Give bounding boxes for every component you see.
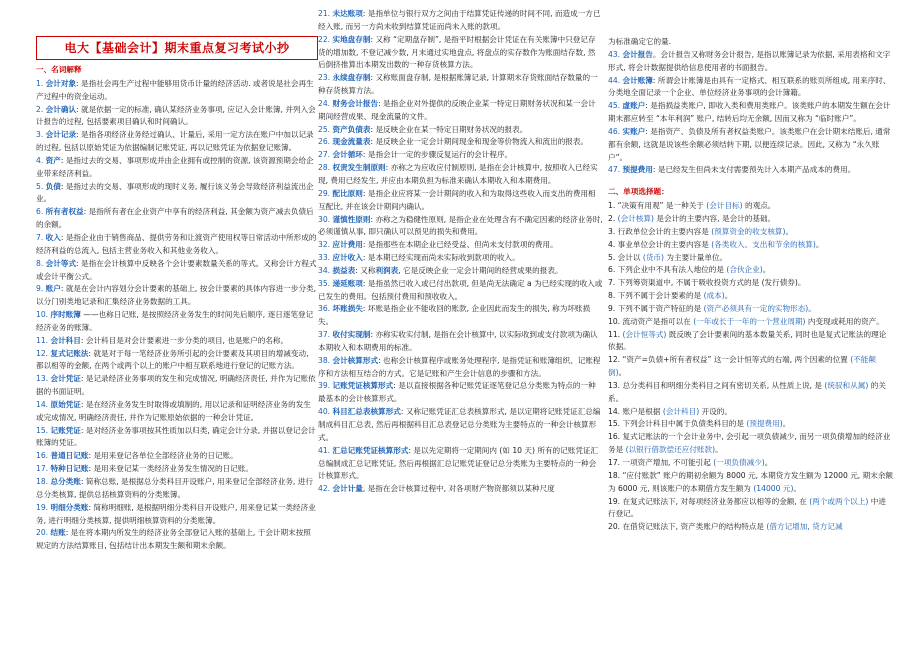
term-label: 应计收入 (332, 253, 363, 263)
definition-entry (318, 380, 603, 406)
choice-question (608, 329, 893, 355)
definition-entry (36, 232, 318, 258)
term-label: 坏账损失 (332, 304, 363, 314)
choice-question (608, 431, 893, 457)
column-3 (608, 36, 893, 644)
question-text-end: 。 (815, 239, 824, 249)
definition-text: : 是指那些在本期企业已经受益、但尚未支付款项的费用。 (362, 240, 558, 250)
answer-highlight: (预算资金的收支核算) (711, 226, 786, 236)
definition-text: : 是对经济业务事项按其性质加以归类, 确定会计分录, 并据以登记会计账簿的凭证。 (36, 425, 316, 448)
definition-text: : 是指单位与银行双方之间由于结算凭证传递的时间不同, 而造成一方已经入账, 而另一方尚未收到结算凭证而尚未入账的款项。 (318, 9, 601, 31)
term-label: 实账户 (622, 126, 646, 136)
entry-number: 26. (318, 137, 333, 147)
entry-number: 39. (318, 381, 333, 391)
definition-entry (608, 75, 893, 101)
definition-entry (36, 335, 318, 348)
term-highlight: 利润表 (375, 265, 399, 275)
choice-question (608, 200, 893, 213)
question-text-end: 既反映了会计要素间的基本数量关系, 同时也是复式记账法的理论依据。 (608, 329, 887, 352)
definition-text: : 是本期已经实现而尚未实际收到款项的收入。 (362, 253, 520, 263)
definition-text: : 是指在会计核算中反映各个会计要素数量关系的等式。又称会计方程式或会计平衡公式。 (36, 258, 317, 281)
definition-entry (318, 188, 603, 214)
question-text-end: 。 (724, 291, 733, 301)
term-label: 所有者权益 (45, 207, 84, 217)
term-label: 财务会计报告 (332, 98, 379, 108)
entry-number: 2. (36, 104, 46, 114)
question-text: 13. 总分类科目和明细分类科目之间有密切关系, 从性质上说, 是 (608, 380, 825, 390)
term-label: 资产负债表 (332, 124, 371, 134)
choice-question (608, 457, 893, 470)
entry-number: 7. (36, 232, 46, 242)
definition-text: : 是反映企业一定会计期间现金和现金等价物流入和流出的报表。 (370, 137, 589, 147)
answer-highlight: (会计科目) (662, 406, 700, 416)
answer-highlight: (两个或两个以上) (809, 496, 869, 506)
answer-highlight: (合伙企业) (726, 265, 763, 275)
term-label: 科目汇总表核算形式 (332, 407, 401, 417)
definition-text: : 是指资产、负债及所有者权益类账户。该类账户在会计期末结账后, 通常都有余额, 这就是说该些余额必须结转下期, 以便连续记录。因此, 又称为 “永久账户”。 (608, 126, 891, 162)
definition-entry (36, 450, 318, 463)
question-text-end: 。 (808, 303, 816, 313)
question-text-end: 为主要计量单位。 (663, 252, 728, 262)
entry-number: 8. (36, 258, 46, 268)
choice-question (608, 213, 893, 226)
definition-entry (318, 8, 603, 34)
definition-text: : 是指所有者在企业资产中享有的经济利益, 其金额为资产减去负债后的余额。 (36, 207, 314, 230)
question-text: 8. 下列不属于会计要素的是 (608, 291, 704, 301)
definition-text: : 是以直接根据各种记账凭证逐笔登记总分类账为特点的一种最基本的会计核算形式。 (318, 381, 596, 404)
term-label: 普通日记账 (50, 451, 89, 461)
question-text: 17. 一项资产增加, 不可能引起 (608, 458, 714, 467)
question-text-end: 的关系。 (608, 380, 886, 403)
answer-highlight: (资产必须具有一定的实物形态) (703, 303, 809, 313)
choice-question (608, 496, 893, 522)
definition-text: : 就是在会计内容划分会计要素的基础上, 按会计要素的具体内容进一步分类, 以分门别类地记录和汇集经济业务数据的工具。 (36, 284, 317, 307)
definition-text: : 是用来登记某一类经济业务发生情况的日记账。 (88, 464, 253, 474)
entry-number: 10. (36, 310, 51, 320)
term-label: 汇总记账凭证核算形式 (332, 445, 409, 455)
term-label: 资产 (45, 155, 61, 165)
question-text: 12. “资产=负债+所有者权益” 这一会计恒等式的右端, 两个因素的位置 (608, 355, 851, 365)
answer-highlight: (不能颠倒) (608, 355, 876, 378)
definition-entry (318, 329, 603, 355)
answer-highlight: (借方记增加, 贷方记减 (766, 522, 843, 532)
definition-text: : 是用来登记各单位全部经济业务的日记账。 (88, 451, 238, 461)
answer-highlight: (会计恒等式) (622, 329, 667, 339)
definition-text: : 是在经济业务发生时取得或填制的, 用以记录和证明经济业务的发生或完成情况, 明确经济责任, 并作为记账原始依据的一种会计凭证。 (36, 399, 311, 422)
question-text: 18. “应付账款” 账户的期初余额为 8000 元, 本期贷方发生额为 12000 元, 期末余额为 6000 元, 则该账户的本期借方发生额为 (608, 470, 893, 493)
definition-entry (36, 155, 318, 181)
entry-number: 13. (36, 374, 51, 384)
question-text: 19. 在复式记账法下, 对每项经济业务都应以相等的金额, 在 (608, 496, 810, 506)
definition-text: : 是指过去的交易、事项形成并由企业拥有或控制的资源, 该资源预期会给企业带来经济利益。 (36, 155, 314, 178)
term-label: 明细分类账 (50, 502, 89, 512)
definition-text: : 是指社会再生产过程中能够用货币计量的经济活动. 或者说是社会再生产过程中的资金运动。 (36, 78, 314, 101)
term-label: 未达账项 (332, 9, 363, 18)
definition-text: : 亦称之为应收应付制原则, 是指在会计核算中, 按照收入已经实现, 费用已经发生, 并应由本期负担为标准来确认本期收入和本期费用。 (318, 163, 598, 185)
term-label: 特种日记账 (50, 464, 89, 474)
definition-text: , 它是反映企业一定会计期间的经营成果的报表。 (398, 265, 563, 275)
choice-question (608, 406, 893, 419)
definition-entry (36, 399, 318, 425)
definition-text: : 所谓会计账簿是由具有一定格式、相互联系的账页所组成, 用来序时、分类地全面记录一个企业、单位经济业务事项的会计簿籍。 (608, 75, 891, 98)
definition-list-1 (36, 78, 318, 553)
question-text: 10. 流动资产是指可以在 (608, 316, 694, 326)
section-heading-choice: 二、单项选择题： (608, 187, 669, 197)
term-label: 递延账项 (332, 278, 363, 288)
entry-number: 22. (318, 34, 333, 44)
question-text-end: 。 (793, 483, 801, 493)
definition-entry (36, 463, 318, 476)
question-text: 5. 会计以 (608, 252, 643, 262)
choice-question (608, 470, 893, 496)
entry-number: 38. (318, 355, 333, 365)
question-text: 1. “决策有用观” 是一种关于 (608, 201, 707, 211)
entry-number: 5. (36, 181, 46, 191)
question-text-end: 。 (618, 368, 627, 378)
definition-text: : 就是依据一定的标准, 确认某经济业务事项, 应记入会计账簿, 并列入会计报告的过程, 包括要素项目确认和时间确认。 (36, 104, 316, 127)
question-text: 3. 行政单位会计的主要内容是 (608, 226, 712, 236)
choice-question (608, 239, 893, 252)
definition-list-3 (608, 49, 893, 177)
term-label: 配比原则 (332, 188, 363, 198)
definition-text: : 坏账是指企业不能收回的账款, 企业因此而发生的损失, 称为坏账损失。 (318, 304, 591, 327)
answer-highlight: (会计核算) (617, 213, 654, 223)
question-text: 7. 下列筹资渠道中, 不属于吸收投资方式的是 (发行债券)。 (608, 278, 806, 288)
entry-number: 4. (36, 155, 46, 165)
term-label: 序时账簿 (50, 310, 81, 320)
entry-number: 37. (318, 330, 333, 340)
entry-number: 41. (318, 445, 333, 455)
definition-text: : 简称明细账, 是根据明细分类科目开设账户, 用来登记某一类经济业务, 进行明细分类核算, 提供明细核算资料的分类账簿。 (36, 502, 316, 525)
entry-number: 15. (36, 425, 51, 435)
definition-entry (36, 258, 318, 284)
entry-number: 17. (36, 464, 51, 474)
term-label: 应计费用 (332, 240, 363, 250)
term-label: 会计科目 (50, 335, 81, 345)
term-label: 负债 (45, 181, 61, 191)
definition-entry (36, 502, 318, 528)
definition-text: : 是指企业应将某一会计期间的收入和为取得这些收入而支出的费用相互配比, 并在该会计期间内确认。 (318, 188, 596, 211)
definition-entry (318, 162, 603, 188)
entry-number: 40. (318, 407, 333, 417)
definition-entry (318, 124, 603, 137)
definition-entry (318, 445, 603, 484)
entry-number: 24. (318, 98, 333, 108)
continued-text: 为标准确定它的量. (608, 37, 672, 46)
definition-entry (318, 98, 603, 124)
definition-text: : 亦称实收实付制, 是指在会计核算中, 以实际收到或支付款项为确认本期收入和本期费用的标准。 (318, 330, 598, 352)
question-text: 2. (608, 213, 618, 223)
answer-highlight: (14000 元) (753, 483, 794, 493)
entry-number: 47. (608, 165, 623, 175)
definition-text: : 是指企业由于销售商品、提供劳务和让渡资产使用权等日常活动中所形成的经济利益的总流入, 包括主营业务收入和其他业务收入。 (36, 232, 317, 255)
answer-highlight: (会计目标) (706, 201, 743, 211)
definition-entry (36, 527, 318, 553)
term-label: 会计凭证 (50, 374, 81, 384)
question-text-end: 的观点。 (742, 201, 776, 211)
choice-question (608, 418, 893, 431)
definition-entry (36, 373, 318, 399)
question-text-end: 。 (762, 265, 771, 275)
definition-text: : 是指虽然已收入或已付出款项, 但是尚无法确定 a 为已经实现的收入或已发生的费用。包括预付费用和预收收入。 (318, 278, 603, 301)
definition-text: : 又称 “定期盘存制”, 是指平时根据会计凭证在有关账簿中只登记存货的增加数, 不登记减少数, 月末通过实地盘点, 将盘点的实存数作为账面结存数, 然后倒挤推算出本期发出数的一种存货核算方法。 (318, 34, 596, 70)
question-text: 16. 复式记账法的一个会计业务中, 会引起一项负债减少, 而另一项负债增加的经济业务是 (608, 432, 891, 455)
definition-text: : 是指企业对外提供的反映企业某一特定日期财务状况和某一会计期间经营成果、现金流量的文件。 (318, 98, 596, 121)
definition-entry (36, 129, 318, 155)
definition-text: : 就是对于每一笔经济业务所引起的会计要素及其项目的增减变动, 都以相等的金额, 在两个或两个以上的账户中相互联系地进行登记的记账方法。 (36, 348, 309, 371)
definition-entry (318, 483, 603, 496)
definition-entry (608, 164, 893, 177)
entry-number: 30. (318, 214, 333, 224)
entry-number: 16. (36, 451, 51, 461)
entry-number: 18. (36, 477, 51, 486)
definition-entry (318, 214, 603, 240)
entry-number: 34. (318, 265, 333, 275)
choice-question (608, 354, 893, 380)
answer-highlight: (一项负债减少) (713, 458, 765, 467)
entry-number: 43. (608, 49, 623, 59)
entry-number: 33. (318, 253, 333, 263)
question-text: 14. 账户是根据 (608, 406, 663, 416)
choice-question (608, 380, 893, 406)
definition-text: : 也称会计核算程序或账务处理程序, 是指凭证和账簿组织、记账程序和方法相互结合的方式。它是记账和产生会计信息的步骤和方法。 (318, 355, 601, 378)
definition-entry (608, 100, 893, 126)
definition-text: 。会计报告又称财务会计报告, 是指以账簿记录为依据, 采用表格和文字形式, 将会计数据提供给信息使用者的书面报告。 (608, 49, 891, 72)
term-label: 谨慎性原则 (332, 214, 371, 224)
question-text-end: 。 (715, 445, 723, 455)
choice-question (608, 290, 893, 303)
section-heading-definitions: 一、名词解释 (36, 65, 82, 74)
definition-text: ——也称日记账, 是按照经济业务发生的时间先后顺序, 逐日逐笔登记经济业务的账簿。 (36, 310, 314, 332)
definition-entry (318, 34, 603, 73)
definition-text: : 是记录经济业务事项的发生和完成情况, 明确经济责任, 并作为记账依据的书面证明。 (36, 374, 316, 397)
definition-text: : 是指过去的交易、事项形成的现时义务, 履行该义务会导致经济利益流出企业。 (36, 181, 314, 204)
definition-text: : 是指会计一定的步骤反复运行的会计程序。 (362, 150, 513, 160)
definition-entry (36, 348, 318, 374)
term-label: 原始凭证 (50, 399, 81, 409)
term-label: 现金流量表 (332, 137, 371, 147)
question-text: 9. 下列不属于资产特征的是 (608, 303, 704, 313)
definition-text: : 会计科目是对会计要素进一步分类的项目, 也是账户的名称。 (80, 335, 289, 345)
definition-entry (318, 265, 603, 278)
term-label: 损益表 (332, 265, 356, 275)
entry-number: 45. (608, 101, 623, 111)
question-text-end: 内变现或耗用的资产。 (805, 316, 884, 326)
choice-question (608, 316, 893, 329)
column-1 (36, 36, 318, 644)
document-title: 电大【基础会计】期末重点复习考试小抄 (36, 36, 318, 60)
term-label: 永续盘存制 (332, 73, 371, 83)
definition-entry (36, 309, 318, 335)
definition-entry (36, 476, 318, 502)
term-label: 会计等式 (45, 258, 77, 268)
entry-number: 42. (318, 484, 333, 494)
entry-number: 14. (36, 399, 51, 409)
definition-entry (318, 278, 603, 304)
choice-question (608, 226, 893, 239)
answer-highlight: (各类收入、支出和节余的核算) (711, 239, 816, 249)
definition-text: : 又称账面盘存制, 是根据账簿记录, 计算期末存货账面结存数量的一种存货核算方法。 (318, 73, 598, 96)
choice-question (608, 264, 893, 277)
definition-entry (36, 206, 318, 232)
definition-list-2 (318, 8, 603, 496)
term-label: 结账 (50, 528, 66, 538)
entry-number: 32. (318, 240, 333, 250)
answer-highlight: (成本) (703, 291, 725, 301)
term-label: 会计对象 (45, 78, 77, 88)
definition-entry (318, 239, 603, 252)
definition-text: , 是指在会计核算过程中, 对各项财产物资都须以某种尺度 (362, 484, 555, 494)
section-spacer (608, 177, 893, 185)
choice-question-list (608, 200, 893, 534)
entry-number: 21. (318, 9, 333, 18)
term-label: 会计账簿 (622, 75, 653, 85)
definition-entry (36, 283, 318, 309)
entry-number: 44. (608, 75, 623, 85)
definition-text: : 简称总账, 是根据总分类科目开设账户, 用来登记全部经济业务, 进行总分类核算, 提供总括核算资料的分类账簿。 (36, 477, 313, 499)
question-text: 4. 事业单位会计的主要内容是 (608, 239, 712, 249)
entry-number: 19. (36, 502, 51, 512)
definition-text: : 是在将本期内所发生的经济业务全部登记入账的基础上, 于会计期末按照规定的方法结算账目, 包括结计出本期发生额和期末余额。 (36, 528, 311, 551)
choice-question (608, 277, 893, 290)
entry-number: 23. (318, 73, 333, 83)
definition-text: : 又称 (355, 265, 376, 275)
entry-number: 27. (318, 150, 333, 160)
term-label: 会计循环 (332, 150, 363, 160)
entry-number: 6. (36, 207, 46, 217)
entry-number: 29. (318, 188, 333, 198)
definition-entry (318, 303, 603, 329)
answer-highlight: (一年或长于一年的一个营业周期) (693, 316, 806, 326)
entry-number: 35. (318, 278, 333, 288)
definition-entry (318, 406, 603, 445)
entry-number: 11. (36, 335, 51, 345)
term-label: 会计计量 (332, 484, 363, 494)
question-text-end: 中进行登记。 (608, 496, 886, 519)
term-label: 记账凭证 (50, 425, 81, 435)
term-label: 会计报告 (622, 49, 653, 59)
term-label: 收付实现制 (332, 330, 371, 340)
entry-number: 46. (608, 126, 623, 136)
definition-entry (36, 78, 318, 104)
definition-entry (318, 149, 603, 162)
choice-question (608, 521, 893, 534)
term-label: 实地盘存制 (332, 34, 371, 44)
definition-text: : 是指损益类账户, 即收入类和费用类账户。该类账户的本期发生额在会计期末都应转至 “本年利润” 账户, 结转后均无余额, 因而又称为 “临时账户”。 (608, 101, 891, 124)
term-label: 记账凭证核算形式 (332, 381, 394, 391)
term-label: 复式记账法 (50, 348, 89, 358)
question-text-end: 开设的。 (699, 406, 732, 416)
term-label: 权责发生制原则 (332, 163, 386, 173)
entry-number: 36. (318, 304, 333, 314)
entry-number: 25. (318, 124, 333, 134)
term-label: 总分类账 (50, 477, 81, 486)
term-label: 会计核算形式 (332, 355, 379, 365)
term-label: 虚账户 (622, 101, 646, 111)
column-2 (318, 8, 603, 644)
entry-number: 9. (36, 284, 46, 294)
definition-entry (608, 126, 893, 165)
definition-text: : 亦称之为稳健性原则, 是指企业在处理含有不确定因素的经济业务时, 必须谨慎从事, 即只确认可以预见的损失和费用。 (318, 214, 603, 237)
definition-text: : 是指各项经济业务经过确认、计量后, 采用一定方法在账户中加以记录的过程, 包括以原始凭证为依据编制记账凭证, 再以记账凭证为依据登记账簿。 (36, 130, 314, 153)
question-text-end: 。 (782, 419, 791, 429)
definition-entry (36, 425, 318, 451)
answer-highlight: (预提费用) (746, 419, 783, 429)
term-label: 收入 (45, 232, 61, 242)
term-label: 账户 (45, 284, 61, 294)
question-text: 20. 在借贷记账法下, 资产类账户的结构特点是 (608, 522, 767, 532)
answer-highlight: (货币) (642, 252, 664, 262)
term-label: 会计确认 (45, 104, 77, 114)
definition-text: : 是以先定期将一定期间内 (如 10 天) 所有的记账凭证汇总编制成汇总记账凭证, 然后再根据汇总记账凭证登记总分类账为主要特点的一种会计核算形式。 (318, 445, 599, 481)
entry-number: 20. (36, 528, 51, 538)
question-text: 15. 下列会计科目中属于负债类科目的是 (608, 419, 747, 429)
entry-number: 1. (36, 78, 46, 88)
definition-entry (318, 136, 603, 149)
entry-number: 3. (36, 130, 46, 140)
definition-entry (318, 252, 603, 265)
definition-text: : 又称记账凭证汇总表核算形式, 是以定期将记账凭证汇总编制成科目汇总表, 然后再根据科目汇总表登记总分类账为主要特点的一种会计核算形式。 (318, 407, 601, 442)
definition-entry (608, 49, 893, 75)
entry-number: 28. (318, 163, 333, 173)
question-text: 6. 下列企业中不具有法人地位的是 (608, 265, 727, 275)
term-label: 预提费用 (622, 165, 653, 175)
question-text-end: 。 (764, 458, 773, 467)
definition-text: : 是反映企业在某一特定日期财务状况的报表。 (370, 124, 528, 134)
answer-highlight: (以银行借款偿还应付账款) (625, 445, 716, 455)
choice-question (608, 252, 893, 265)
question-text-end: 。 (785, 226, 794, 236)
definition-entry (36, 181, 318, 207)
definition-entry (36, 104, 318, 130)
entry-number: 12. (36, 348, 51, 358)
question-text: 11. (608, 329, 623, 339)
definition-text: : 是已经发生但尚未支付需要预先计入本期产品成本的费用。 (652, 165, 856, 175)
term-label: 会计记录 (45, 130, 77, 140)
definition-entry (318, 355, 603, 381)
answer-highlight: (统驭和从属) (824, 380, 869, 390)
choice-question (608, 303, 893, 316)
definition-entry (318, 72, 603, 98)
question-text-end: 是会计的主要内容, 是会计的基础。 (653, 213, 776, 223)
